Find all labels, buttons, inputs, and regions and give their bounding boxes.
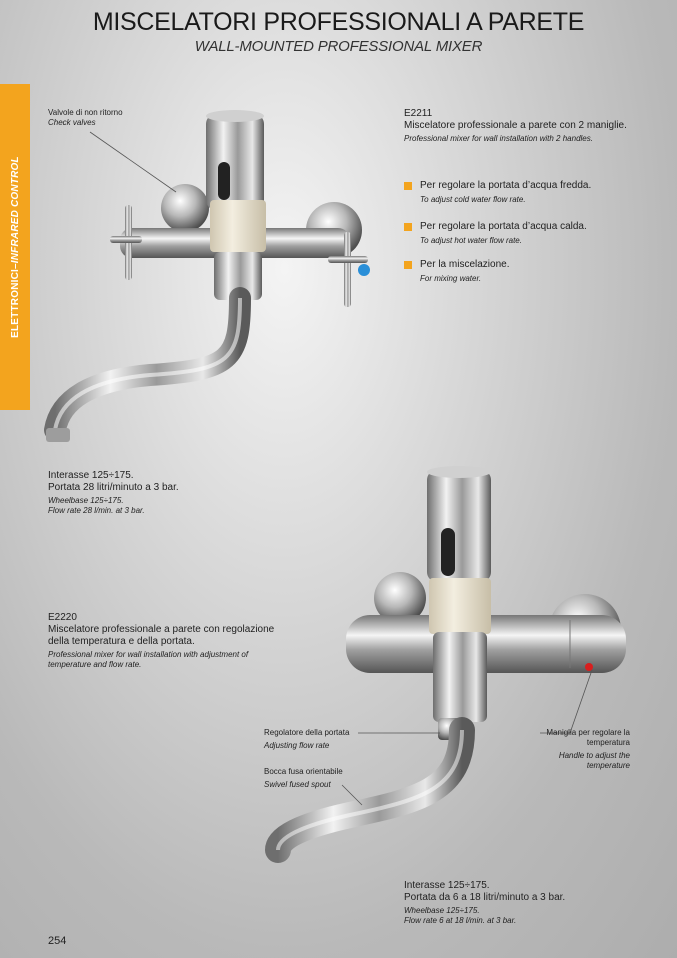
product-e2220-specs xyxy=(404,880,565,926)
side-tab-separator: – xyxy=(9,263,21,269)
bullet-en: To adjust hot water flow rate. xyxy=(420,236,522,245)
bullet-item xyxy=(404,259,509,284)
side-tab-label-en: INFRARED CONTROL xyxy=(9,156,21,264)
temperature-mark-icon xyxy=(585,663,593,671)
callout-it: Valvole di non ritorno xyxy=(48,108,123,117)
check-valves-callout xyxy=(48,108,123,128)
callout-en-line2: temperature xyxy=(586,761,630,770)
product-desc-it-line2: della temperatura e della portata. xyxy=(48,636,195,647)
bullet-it: Per regolare la portata d’acqua calda. xyxy=(420,221,587,232)
left-rosette xyxy=(161,184,209,232)
product-desc-en: Professional mixer for wall installation with 2 handles. xyxy=(404,134,593,143)
side-tab-label: ELETTRONICI xyxy=(9,269,21,338)
spec-flow-en: Flow rate 6 at 18 l/min. at 3 bar. xyxy=(404,916,517,925)
page-number: 254 xyxy=(48,935,67,947)
callout-en: Check valves xyxy=(48,118,96,127)
bullet-item xyxy=(404,221,587,246)
spec-flow-it: Portata 28 litri/minuto a 3 bar. xyxy=(48,482,179,493)
temperature-handle-callout xyxy=(520,728,630,771)
spec-flow-it: Portata da 6 a 18 litri/minuto a 3 bar. xyxy=(404,892,566,903)
spec-wheelbase-en: Wheelbase 125÷175. xyxy=(404,906,480,915)
spec-wheelbase-en: Wheelbase 125÷175. xyxy=(48,496,124,505)
infrared-sensor-window xyxy=(441,528,455,576)
spec-wheelbase-it: Interasse 125÷175. xyxy=(404,880,490,891)
spec-flow-en: Flow rate 28 l/min. at 3 bar. xyxy=(48,506,145,515)
spout-aerator xyxy=(46,428,70,442)
flow-regulator-callout xyxy=(264,728,349,751)
swivel-spout-callout xyxy=(264,767,343,790)
check-valves-callout-line xyxy=(90,132,176,192)
bullet-square-icon xyxy=(404,261,412,269)
callout-it-line2: temperatura xyxy=(586,738,630,747)
callout-en: Adjusting flow rate xyxy=(264,741,330,750)
callout-en: Swivel fused spout xyxy=(264,780,331,789)
mixer-e2211-illustration xyxy=(46,110,370,442)
product-desc-en-line1: Professional mixer for wall installation with adjustment of xyxy=(48,650,249,659)
callout-it: Bocca fusa orientabile xyxy=(264,767,343,776)
bullet-it: Per la miscelazione. xyxy=(420,259,510,270)
page-title: MISCELATORI PROFESSIONALI A PARETE xyxy=(92,8,585,36)
infrared-sensor-window xyxy=(218,162,230,200)
sensor-ring xyxy=(210,200,266,252)
product-code: E2211 xyxy=(404,108,433,119)
product-e2220-description xyxy=(48,612,275,670)
bullet-en: For mixing water. xyxy=(420,274,482,283)
right-cross-handle xyxy=(344,232,351,307)
mixer-e2220-illustration xyxy=(278,466,626,850)
product-desc-it: Miscelatore professionale a parete con 2 maniglie. xyxy=(404,120,627,131)
sensor-ring xyxy=(429,578,491,634)
product-desc-en-line2: temperature and flow rate. xyxy=(48,660,142,669)
product-desc-it-line1: Miscelatore professionale a parete con regolazione xyxy=(48,624,275,635)
page-subtitle: WALL-MOUNTED PROFESSIONAL MIXER xyxy=(194,38,483,55)
bullet-en: To adjust cold water flow rate. xyxy=(420,195,526,204)
sensor-housing xyxy=(206,114,264,210)
callout-it-line1: Maniglia per regolare la xyxy=(546,728,630,737)
bullet-square-icon xyxy=(404,223,412,231)
cold-indicator-icon xyxy=(358,264,370,276)
bullet-it: Per regolare la portata d’acqua fredda. xyxy=(420,180,592,191)
spec-wheelbase-it: Interasse 125÷175. xyxy=(48,470,134,481)
product-e2211-specs xyxy=(48,470,179,516)
callout-it: Regolatore della portata xyxy=(264,728,350,737)
product-e2211-description xyxy=(404,108,627,144)
sensor-housing xyxy=(427,470,491,582)
bullet-item xyxy=(404,180,591,205)
callout-en-line1: Handle to adjust the xyxy=(558,751,630,760)
bullet-square-icon xyxy=(404,182,412,190)
product-code: E2220 xyxy=(48,612,77,623)
